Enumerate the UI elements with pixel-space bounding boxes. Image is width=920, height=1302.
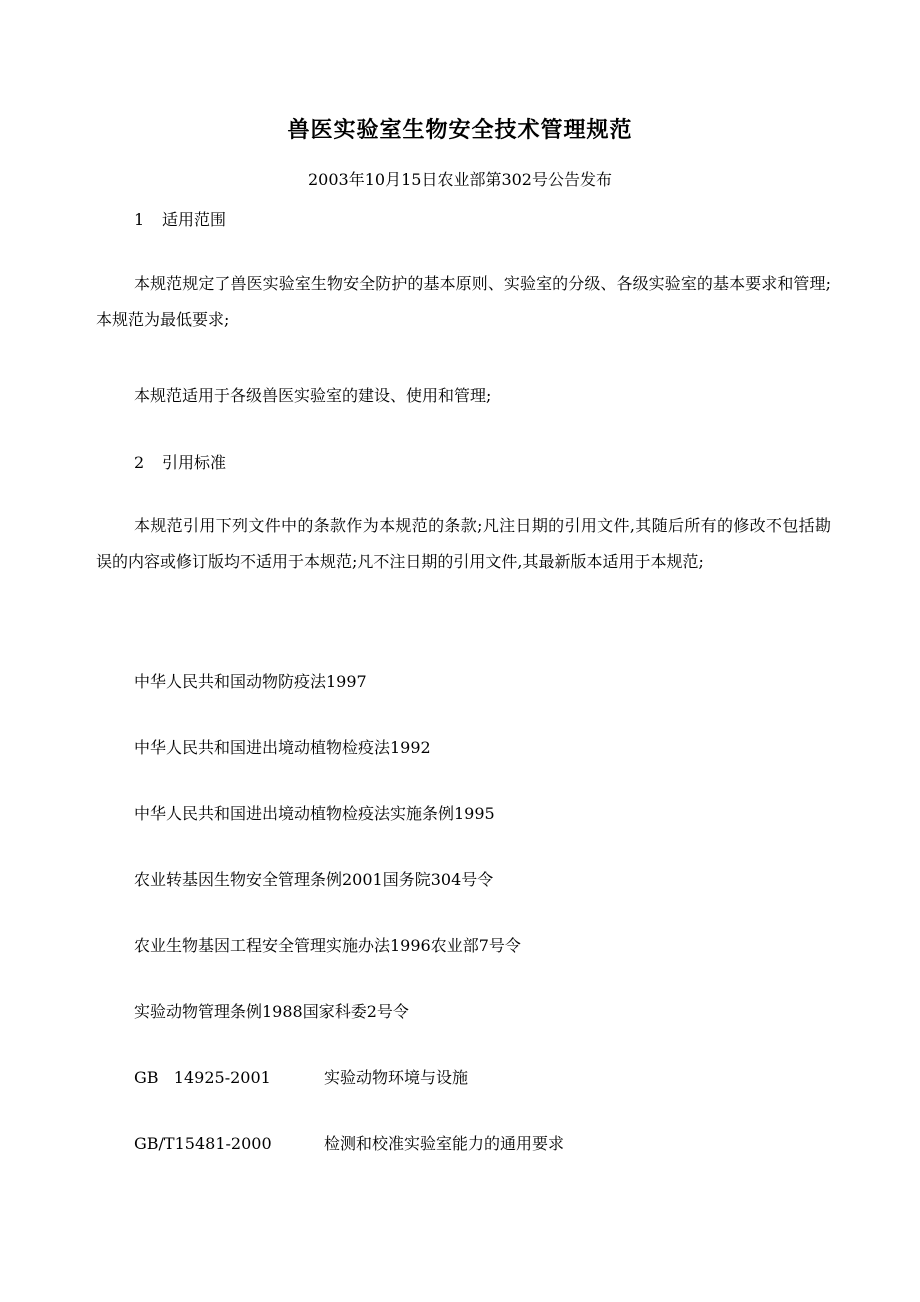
reference-item: 中华人民共和国动物防疫法1997	[134, 672, 367, 691]
section-heading-scope	[134, 208, 226, 232]
standard-title: 实验动物环境与设施	[324, 1068, 469, 1087]
standard-code: GB/T15481-2000	[134, 1134, 272, 1153]
standard-title: 检测和校准实验室能力的通用要求	[324, 1134, 565, 1153]
reference-item: 中华人民共和国进出境动植物检疫法实施条例1995	[134, 804, 495, 823]
paragraph-scope-applicability: 本规范适用于各级兽医实验室的建设、使用和管理;	[134, 386, 492, 405]
reference-item: 农业转基因生物安全管理条例2001国务院304号令	[134, 870, 494, 889]
paragraph-scope-principles: 本规范规定了兽医实验室生物安全防护的基本原则、实验室的分级、各级实验室的基本要求和管理;本规范为最低要求;	[96, 274, 831, 329]
section-heading-text: 引用标准	[162, 453, 227, 472]
reference-item: 实验动物管理条例1988国家科委2号令	[134, 1002, 409, 1021]
document-subtitle: 2003年10月15日农业部第302号公告发布	[308, 170, 612, 189]
section-number: 2	[134, 453, 145, 472]
standard-item	[134, 1132, 564, 1156]
reference-item: 农业生物基因工程安全管理实施办法1996农业部7号令	[134, 936, 521, 955]
paragraph-references-intro: 本规范引用下列文件中的条款作为本规范的条款;凡注日期的引用文件,其随后所有的修改不包括勘误的内容或修订版均不适用于本规范;凡不注日期的引用文件,其最新版本适用于本规范;	[96, 516, 831, 571]
section-heading-text: 适用范围	[162, 210, 227, 229]
document-title: 兽医实验室生物安全技术管理规范	[287, 118, 633, 143]
standard-item	[134, 1066, 468, 1090]
section-heading-references	[134, 451, 226, 475]
standard-code: GB 14925-2001	[134, 1068, 271, 1087]
reference-item: 中华人民共和国进出境动植物检疫法1992	[134, 738, 431, 757]
section-number: 1	[134, 210, 145, 229]
